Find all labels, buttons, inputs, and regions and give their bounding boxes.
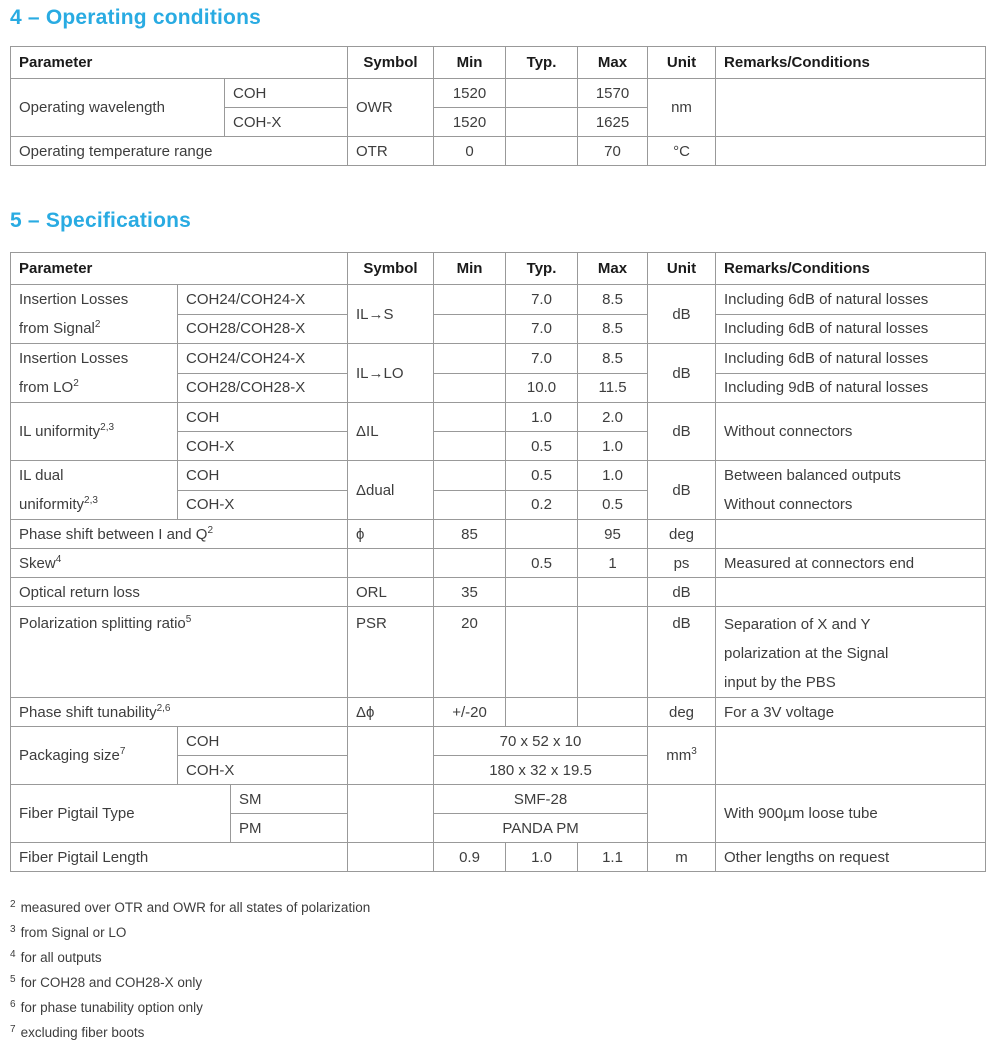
superscript: 2	[94, 319, 101, 330]
remarks-value: Without connectors	[716, 403, 986, 461]
typ-value: 0.2	[506, 490, 578, 520]
remarks-empty	[716, 79, 986, 137]
max-value: 1.0	[578, 461, 648, 491]
min-value: 35	[434, 578, 506, 607]
variant-sm: SM	[231, 785, 348, 814]
header-symbol: Symbol	[348, 253, 434, 285]
max-value: 8.5	[578, 344, 648, 374]
symbol-psr: PSR	[348, 607, 434, 698]
specifications-table	[10, 252, 986, 872]
fiber-value-sm: SMF-28	[434, 785, 648, 814]
typ-value: 10.0	[506, 373, 578, 403]
footnote-2: $^2$ measured over OTR and OWR for all states of polarization	[10, 898, 371, 915]
max-value: 1	[578, 549, 648, 578]
unit-celsius: °C	[648, 137, 716, 166]
row-packaging-coh	[11, 727, 986, 756]
unit-mm3: $mm^3$	[648, 727, 716, 785]
operating-header-row	[11, 47, 986, 79]
section-heading-specifications: 5 – Specifications	[10, 209, 192, 232]
superscript: 2,3	[100, 422, 115, 433]
variant-coh: COH	[225, 79, 348, 108]
variant-coh-x: COH-X	[178, 432, 348, 461]
min-empty	[434, 549, 506, 578]
param-polarization-splitting-ratio: Polarization splitting ratio$^5$	[11, 607, 348, 698]
max-value: 70	[578, 137, 648, 166]
header-remarks: Remarks/Conditions	[716, 253, 986, 285]
param-skew: Skew$^4$	[11, 549, 348, 578]
row-operating-temperature	[11, 137, 986, 166]
min-value: 20	[434, 607, 506, 698]
header-typ: Typ.	[506, 253, 578, 285]
footnote-marker: 7	[10, 1023, 16, 1035]
max-value: 1.0	[578, 432, 648, 461]
row-wavelength-coh	[11, 79, 986, 108]
max-value: 95	[578, 520, 648, 549]
min-value: 85	[434, 520, 506, 549]
variant-coh-x: COH-X	[225, 108, 348, 137]
typ-empty	[506, 79, 578, 108]
fiber-value-pm: PANDA PM	[434, 814, 648, 843]
remarks-value: Measured at connectors end	[716, 549, 986, 578]
symbol-owr: OWR	[348, 79, 434, 137]
remarks-value: Between balanced outputs Without connectors	[716, 461, 986, 520]
row-skew	[11, 549, 986, 578]
unit-db: dB	[648, 285, 716, 344]
header-unit: Unit	[648, 47, 716, 79]
footnote-marker: 6	[10, 998, 16, 1010]
remarks-empty	[716, 137, 986, 166]
max-value: 11.5	[578, 373, 648, 403]
min-value: 1520	[434, 79, 506, 108]
remarks-value: Including 9dB of natural losses	[716, 373, 986, 403]
unit-deg: deg	[648, 520, 716, 549]
variant-coh28: COH28/COH28-X	[178, 373, 348, 403]
param-operating-wavelength: Operating wavelength	[11, 79, 225, 137]
max-value: 1570	[578, 79, 648, 108]
row-optical-return-loss	[11, 578, 986, 607]
spec-header-row	[11, 253, 986, 285]
footnote-3: $^3$ from Signal or LO	[10, 923, 127, 940]
header-max: Max	[578, 253, 648, 285]
min-empty	[434, 373, 506, 403]
row-phase-shift-iq	[11, 520, 986, 549]
symbol-empty	[348, 727, 434, 785]
typ-value: 0.5	[506, 432, 578, 461]
variant-coh24: COH24/COH24-X	[178, 344, 348, 374]
superscript: 2,6	[156, 702, 171, 714]
symbol-delta-dual: Δdual	[348, 461, 434, 520]
typ-empty	[506, 578, 578, 607]
superscript: 2	[207, 524, 214, 536]
typ-value: 7.0	[506, 344, 578, 374]
unit-db: dB	[648, 578, 716, 607]
footnote-4: $^4$ for all outputs	[10, 948, 102, 965]
param-il-dual-uniformity: IL dual uniformity$^{2,3}$	[11, 461, 178, 520]
min-value: 0.9	[434, 843, 506, 872]
max-empty	[578, 698, 648, 727]
header-parameter: Parameter	[11, 47, 348, 79]
max-value: 1.1	[578, 843, 648, 872]
param-il-uniformity: IL uniformity$^{2,3}$	[11, 403, 178, 461]
symbol-delta-il: ΔIL	[348, 403, 434, 461]
symbol-empty	[348, 843, 434, 872]
row-pigtail-length	[11, 843, 986, 872]
variant-coh: COH	[178, 403, 348, 432]
symbol-empty	[348, 549, 434, 578]
param-phase-shift-tunability: Phase shift tunability$^{2,6}$	[11, 698, 348, 727]
row-il-dual-coh	[11, 461, 986, 491]
max-empty	[578, 578, 648, 607]
remarks-value: Including 6dB of natural losses	[716, 314, 986, 344]
typ-value: 0.5	[506, 461, 578, 491]
size-value-coh: 70 x 52 x 10	[434, 727, 648, 756]
remarks-empty	[716, 578, 986, 607]
typ-empty	[506, 137, 578, 166]
param-packaging-size: Packaging size$^7$	[11, 727, 178, 785]
footnote-marker: 2	[10, 898, 16, 910]
superscript: 4	[55, 553, 62, 565]
typ-empty	[506, 698, 578, 727]
typ-value: 1.0	[506, 403, 578, 432]
row-il-lo-coh24	[11, 344, 986, 374]
footnote-5: $^5$ for COH28 and COH28-X only	[10, 973, 203, 990]
superscript: 7	[119, 746, 126, 757]
remarks-value: For a 3V voltage	[716, 698, 986, 727]
unit-deg: deg	[648, 698, 716, 727]
remarks-value: Including 6dB of natural losses	[716, 344, 986, 374]
footnote-7: $^7$ excluding fiber boots	[10, 1023, 145, 1040]
param-optical-return-loss: Optical return loss	[11, 578, 348, 607]
symbol-phi: ϕ	[348, 520, 434, 549]
row-polarization-splitting-ratio	[11, 607, 986, 698]
superscript: 2,3	[84, 495, 98, 506]
unit-nm: nm	[648, 79, 716, 137]
param-phase-shift-iq: Phase shift between I and $Q^2$	[11, 520, 348, 549]
min-empty	[434, 461, 506, 491]
min-value: +/-20	[434, 698, 506, 727]
unit-db: dB	[648, 403, 716, 461]
min-empty	[434, 403, 506, 432]
section-heading-operating-conditions: 4 – Operating conditions	[10, 6, 261, 29]
header-symbol: Symbol	[348, 47, 434, 79]
row-il-signal-coh24	[11, 285, 986, 315]
min-empty	[434, 490, 506, 520]
typ-empty	[506, 108, 578, 137]
typ-value: 0.5	[506, 549, 578, 578]
remarks-value: With 900µm loose tube	[716, 785, 986, 843]
unit-db: dB	[648, 344, 716, 403]
param-operating-temperature: Operating temperature range	[11, 137, 348, 166]
param-il-from-lo: Insertion Losses from $LO^2$	[11, 344, 178, 403]
max-value: 8.5	[578, 314, 648, 344]
variant-coh: COH	[178, 461, 348, 491]
superscript: 2	[73, 378, 79, 389]
min-value: 0	[434, 137, 506, 166]
superscript: 5	[185, 614, 192, 625]
symbol-il-to-s: IL→S	[348, 285, 434, 344]
remarks-value: Separation of X and Y polarization at the Signal input by the PBS	[716, 607, 986, 698]
typ-value: 7.0	[506, 314, 578, 344]
unit-db: dB	[648, 461, 716, 520]
header-remarks: Remarks/Conditions	[716, 47, 986, 79]
footnote-marker: 4	[10, 948, 16, 960]
footnote-marker: 5	[10, 973, 16, 985]
remarks-value: Including 6dB of natural losses	[716, 285, 986, 315]
footnote-6: $^6$ for phase tunability option only	[10, 998, 203, 1015]
max-value: 0.5	[578, 490, 648, 520]
param-fiber-pigtail-length: Fiber Pigtail Length	[11, 843, 348, 872]
row-pigtail-type-sm	[11, 785, 986, 814]
min-empty	[434, 432, 506, 461]
max-empty	[578, 607, 648, 698]
footnote-marker: 3	[10, 923, 16, 935]
variant-coh-x: COH-X	[178, 756, 348, 785]
unit-ps: ps	[648, 549, 716, 578]
symbol-delta-phi: Δϕ	[348, 698, 434, 727]
header-min: Min	[434, 253, 506, 285]
typ-value: 1.0	[506, 843, 578, 872]
min-value: 1520	[434, 108, 506, 137]
header-min: Min	[434, 47, 506, 79]
max-value: 2.0	[578, 403, 648, 432]
row-phase-shift-tunability	[11, 698, 986, 727]
variant-coh: COH	[178, 727, 348, 756]
typ-empty	[506, 520, 578, 549]
max-value: 1625	[578, 108, 648, 137]
min-empty	[434, 285, 506, 315]
header-parameter: Parameter	[11, 253, 348, 285]
row-il-uniformity-coh	[11, 403, 986, 432]
header-unit: Unit	[648, 253, 716, 285]
header-typ: Typ.	[506, 47, 578, 79]
variant-coh28: COH28/COH28-X	[178, 314, 348, 344]
variant-coh24: COH24/COH24-X	[178, 285, 348, 315]
size-value-coh-x: 180 x 32 x 19.5	[434, 756, 648, 785]
operating-conditions-table	[10, 46, 986, 166]
variant-pm: PM	[231, 814, 348, 843]
remarks-value: Other lengths on request	[716, 843, 986, 872]
param-fiber-pigtail-type: Fiber Pigtail Type	[11, 785, 231, 843]
symbol-il-to-lo: IL→LO	[348, 344, 434, 403]
min-empty	[434, 314, 506, 344]
min-empty	[434, 344, 506, 374]
remarks-empty	[716, 727, 986, 785]
unit-empty	[648, 785, 716, 843]
param-il-from-signal: Insertion Losses from Signal$^2$	[11, 285, 178, 344]
symbol-otr: OTR	[348, 137, 434, 166]
footnotes	[10, 895, 985, 1045]
typ-empty	[506, 607, 578, 698]
unit-db: dB	[648, 607, 716, 698]
max-value: 8.5	[578, 285, 648, 315]
remarks-empty	[716, 520, 986, 549]
superscript: 3	[691, 746, 697, 757]
symbol-orl: ORL	[348, 578, 434, 607]
header-max: Max	[578, 47, 648, 79]
variant-coh-x: COH-X	[178, 490, 348, 520]
typ-value: 7.0	[506, 285, 578, 315]
unit-m: m	[648, 843, 716, 872]
symbol-empty	[348, 785, 434, 843]
